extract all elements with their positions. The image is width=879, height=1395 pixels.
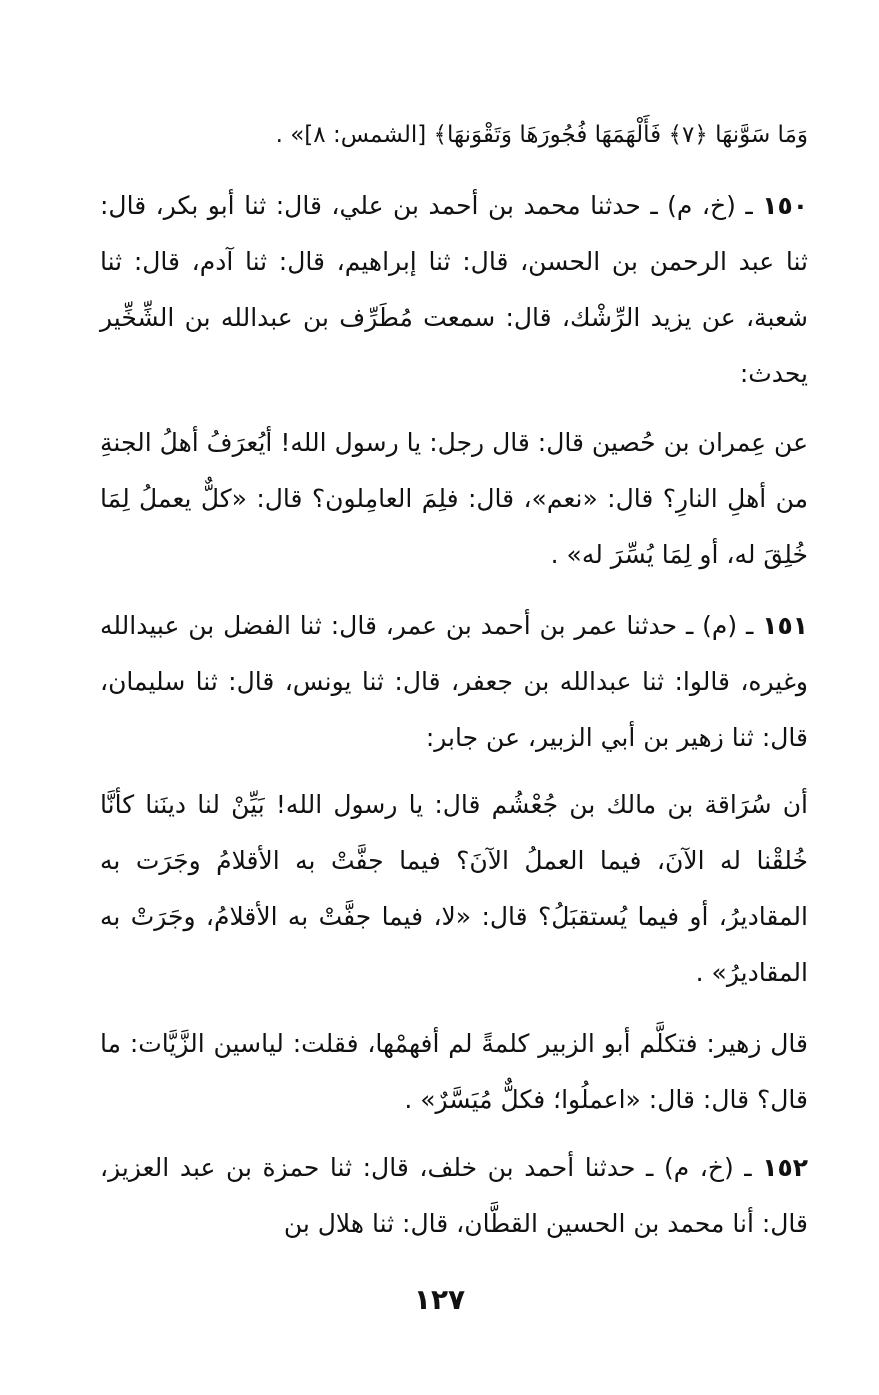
hadith-151-matn: أن سُرَاقة بن مالك بن جُعْشُم قال: يا رسول الله! بَيِّنْ لنا دينَنا كأنَّا خُلقْنا له الآنَ، فيما العملُ الآنَ؟ فيما جفَّتْ به الأقلامُ وجَرَت به المقاديرُ، أو فيما يُستقبَلُ؟ قال: «لا، فيما جفَّتْ به الأقلامُ، وجَرَتْ به المقاديرُ» . [100, 790, 808, 987]
hadith-isnad-text: ـ (م) ـ حدثنا عمر بن أحمد بن عمر، قال: ثنا الفضل بن عبيدالله وغيره، قالوا: ثنا عبدالله بن جعفر، قال: ثنا يونس، قال: ثنا سليمان، قال: ثنا زهير بن أبي الزبير، عن جابر: [100, 611, 808, 752]
hadith-number: ١٥٠ [762, 191, 808, 220]
hadith-isnad-text: ـ (خ، م) ـ حدثنا أحمد بن خلف، قال: ثنا حمزة بن عبد العزيز، قال: أنا محمد بن الحسين القطَّان، قال: ثنا هلال بن [100, 1153, 808, 1238]
hadith-number: ١٥٢ [762, 1153, 809, 1182]
hadith-150-isnad [100, 178, 842, 402]
hadith-152-isnad [100, 1140, 842, 1252]
quran-verse-line: وَمَا سَوَّنهَا ﴿٧﴾ فَأَلْهَمَهَا فُجُورَهَا وَتَقْوَنهَا﴾ [الشمس: ٨]» . [275, 122, 808, 148]
hadith-150-matn: عن عِمران بن حُصين قال: قال رجل: يا رسول الله! أيُعرَفُ أهلُ الجنةِ من أهلِ النارِ؟ قال: «نعم»، قال: فلِمَ العامِلون؟ قال: «كلٌّ يعملُ لِمَا خُلِقَ له، أو لِمَا يُسِّرَ له» . [100, 428, 808, 569]
hadith-151-zuhair-note: قال زهير: فتكلَّم أبو الزبير كلمةً لم أفهمْها، فقلت: لياسين الزَّيَّات: ما قال؟ قال: قال: «اعملُوا؛ فكلٌّ مُيَسَّرٌ» . [100, 1029, 808, 1114]
page-number: ١٢٧ [413, 1283, 466, 1316]
hadith-isnad-text: ـ (خ، م) ـ حدثنا محمد بن أحمد بن علي، قال: ثنا أبو بكر، قال: ثنا عبد الرحمن بن الحسن، قال: ثنا إبراهيم، قال: ثنا آدم، قال: ثنا شعبة، عن يزيد الرِّشْك، قال: سمعت مُطَرِّف بن عبدالله بن الشِّخِّير يحدث: [100, 191, 808, 388]
hadith-number: ١٥١ [762, 611, 808, 640]
hadith-151-isnad [100, 598, 842, 766]
